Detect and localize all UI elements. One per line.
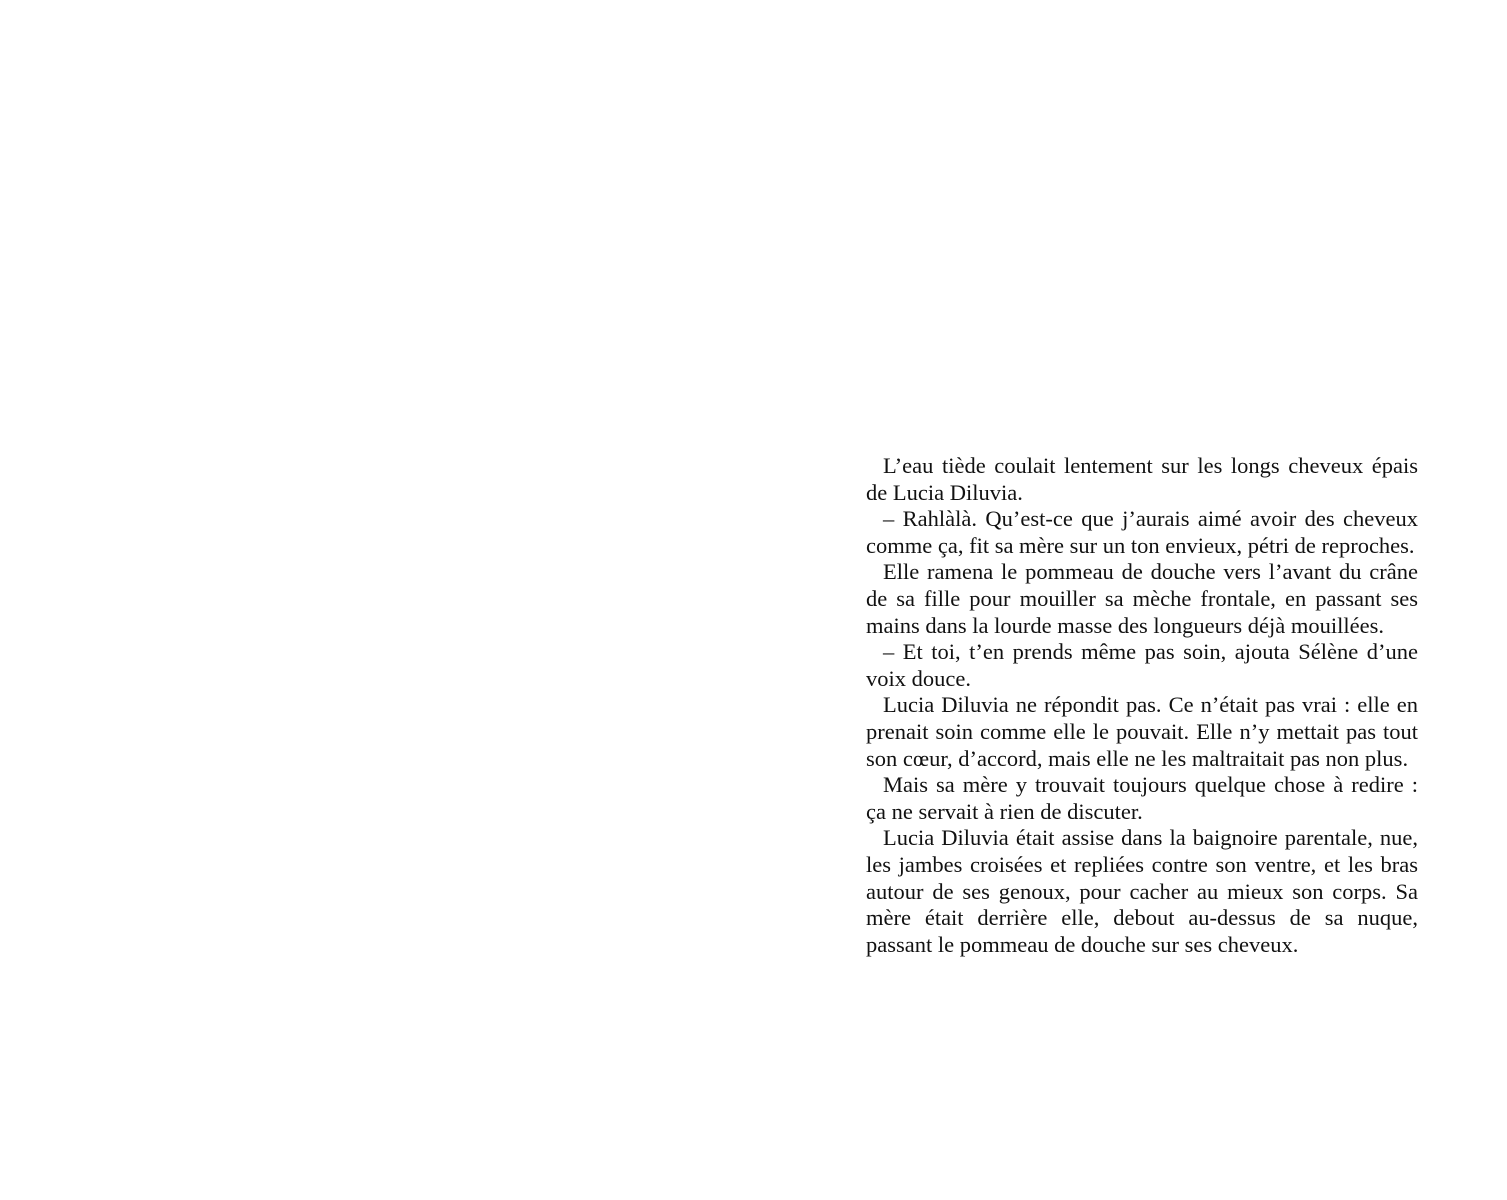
paragraph: L’eau tiède coulait lentement sur les longs cheveux épais de Lucia Diluvia. <box>866 453 1418 505</box>
left-page <box>0 0 753 1200</box>
paragraph: Lucia Diluvia ne répondit pas. Ce n’était pas vrai : elle en prenait soin comme elle le pouvait. Elle n’y mettait pas tout son cœur, d’accord, mais elle ne les maltraitait pas non plus. <box>866 692 1418 771</box>
body-text <box>866 453 1418 958</box>
paragraph: – Et toi, t’en prends même pas soin, ajouta Sélène d’une voix douce. <box>866 639 1418 691</box>
paragraph: – Rahlàlà. Qu’est-ce que j’aurais aimé avoir des cheveux comme ça, fit sa mère sur un ton envieux, pétri de reproches. <box>866 506 1418 558</box>
paragraph: Lucia Diluvia était assise dans la baignoire parentale, nue, les jambes croisées et repliées contre son ventre, et les bras autour de ses genoux, pour cacher au mieux son corps. Sa mère était derrière elle, debout au-dessus de sa nuque, passant le pommeau de douche sur ses cheveux. <box>866 825 1418 957</box>
paragraph: Elle ramena le pommeau de douche vers l’avant du crâne de sa fille pour mouiller sa mèche frontale, en passant ses mains dans la lourde masse des longueurs déjà mouillées. <box>866 559 1418 638</box>
paragraph: Mais sa mère y trouvait toujours quelque chose à redire : ça ne servait à rien de discuter. <box>866 772 1418 824</box>
